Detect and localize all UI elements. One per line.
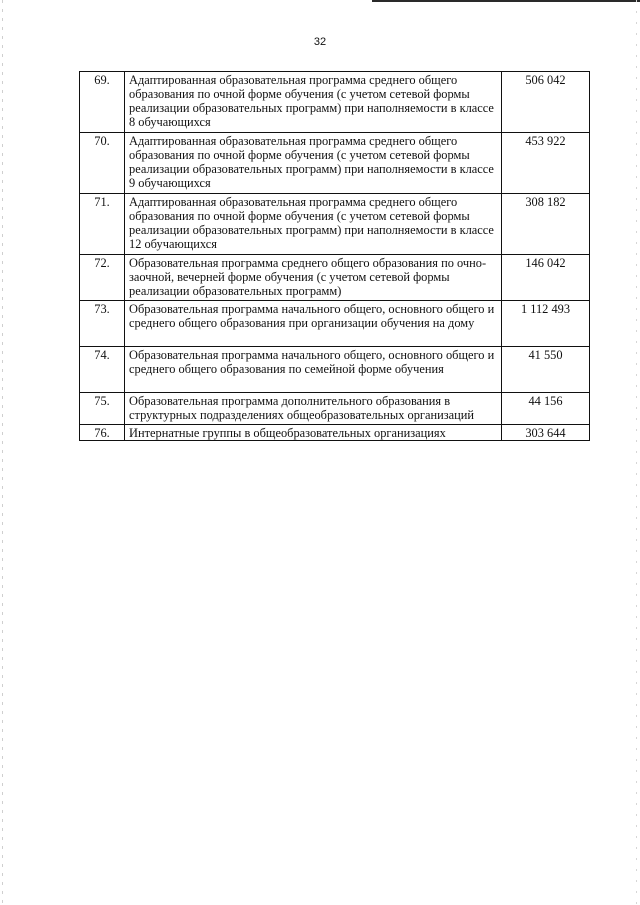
row-description: Адаптированная образовательная программа среднего общего образования по очной форме обучения (с учетом сетевой формы реализации образовательных программ) при наполняемости в классе 12 обучающихся (125, 194, 502, 255)
row-number: 69. (80, 72, 125, 133)
row-value: 146 042 (502, 255, 590, 301)
table-row (80, 72, 590, 133)
row-description: Интернатные группы в общеобразовательных организациях (125, 425, 502, 441)
table-row (80, 347, 590, 393)
row-value: 44 156 (502, 393, 590, 425)
row-number: 71. (80, 194, 125, 255)
row-description: Адаптированная образовательная программа среднего общего образования по очной форме обучения (с учетом сетевой формы реализации образовательных программ) при наполняемости в классе 8 обучающихся (125, 72, 502, 133)
row-value: 506 042 (502, 72, 590, 133)
scan-edge-right (636, 0, 637, 905)
row-number: 70. (80, 133, 125, 194)
row-value: 453 922 (502, 133, 590, 194)
row-description: Адаптированная образовательная программа среднего общего образования по очной форме обучения (с учетом сетевой формы реализации образовательных программ) при наполняемости в классе 9 обучающихся (125, 133, 502, 194)
row-description: Образовательная программа начального общего, основного общего и среднего общего образования по семейной форме обучения (125, 347, 502, 393)
table-row (80, 255, 590, 301)
row-description: Образовательная программа дополнительного образования в структурных подразделениях общеобразовательных организаций (125, 393, 502, 425)
row-value: 303 644 (502, 425, 590, 441)
row-number: 74. (80, 347, 125, 393)
table-row (80, 301, 590, 347)
data-table (79, 71, 590, 441)
page-number: 32 (313, 36, 327, 48)
row-value: 1 112 493 (502, 301, 590, 347)
scan-edge-top (372, 0, 640, 2)
row-number: 76. (80, 425, 125, 441)
row-description: Образовательная программа начального общего, основного общего и среднего общего образования при организации обучения на дому (125, 301, 502, 347)
table-row (80, 393, 590, 425)
row-description: Образовательная программа среднего общего образования по очно-заочной, вечерней форме обучения (с учетом сетевой формы реализации образовательных программ) (125, 255, 502, 301)
table-row (80, 425, 590, 441)
row-value: 308 182 (502, 194, 590, 255)
row-number: 72. (80, 255, 125, 301)
row-number: 73. (80, 301, 125, 347)
table-row (80, 133, 590, 194)
row-value: 41 550 (502, 347, 590, 393)
row-number: 75. (80, 393, 125, 425)
scan-edge-left (2, 0, 3, 905)
table-row (80, 194, 590, 255)
